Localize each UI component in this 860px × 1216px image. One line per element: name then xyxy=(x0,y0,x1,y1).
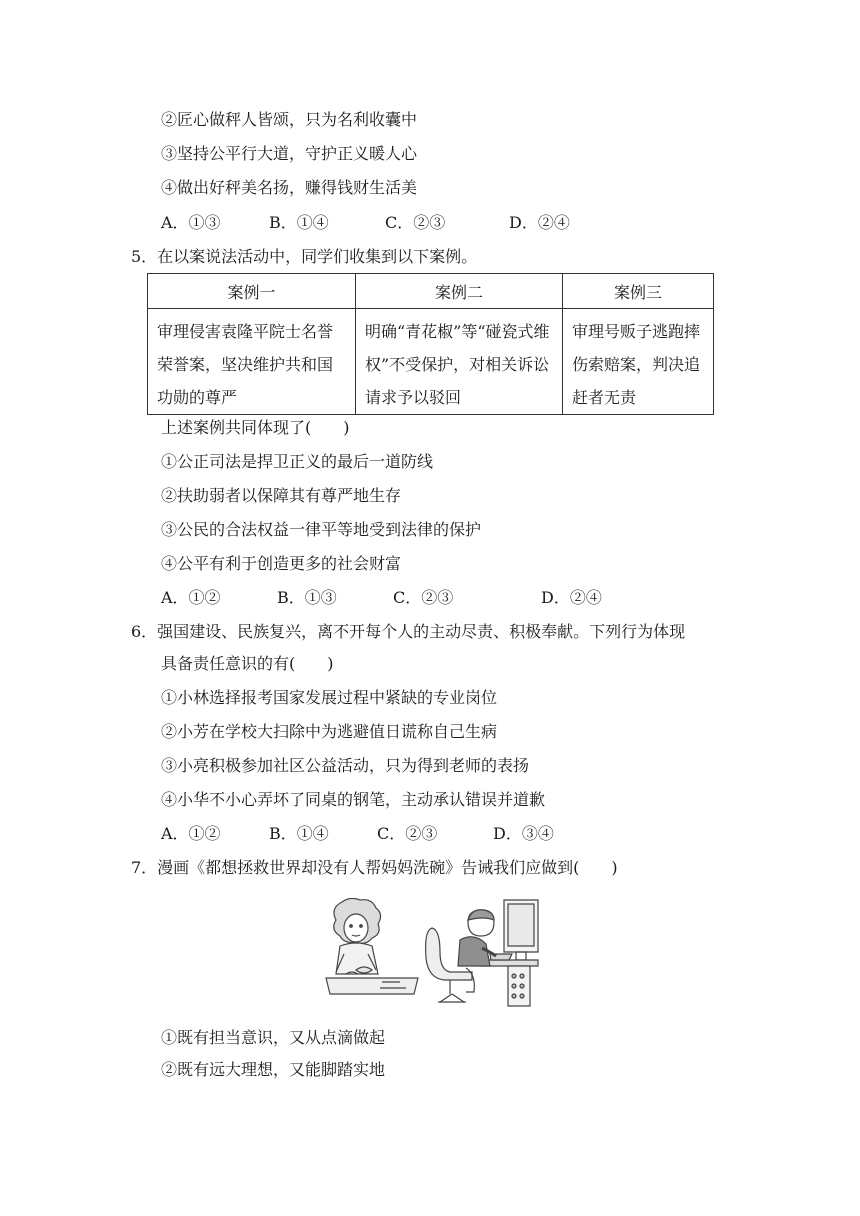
case-cell-3 xyxy=(563,309,714,415)
q4-statement-2: ②匠心做秤人皆颂，只为名利收囊中 xyxy=(161,110,418,129)
q4-statement-3: ③坚持公平行大道，守护正义暖人心 xyxy=(161,144,418,163)
q5-statement-1: ①公正司法是捍卫正义的最后一道防线 xyxy=(161,452,434,471)
q4-option-c[interactable]: C．②③ xyxy=(385,213,446,232)
case-cell-1 xyxy=(148,309,356,415)
case-header-3: 案例三 xyxy=(563,274,714,309)
q6-option-c[interactable]: C．②③ xyxy=(377,824,438,843)
case-header-2: 案例二 xyxy=(356,274,563,309)
q5-statement-3: ③公民的合法权益一律平等地受到法律的保护 xyxy=(161,520,482,539)
case-table xyxy=(147,273,714,415)
q4-option-d[interactable]: D．②④ xyxy=(509,213,570,232)
cartoon-illustration xyxy=(322,898,542,1008)
q7-statement-1: ①既有担当意识，又从点滴做起 xyxy=(161,1028,386,1047)
case-text-3: 审理号贩子逃跑摔伤索赔案，判决追赶者无责 xyxy=(572,322,701,407)
q5-statement-4: ④公平有利于创造更多的社会财富 xyxy=(161,554,402,573)
q6-option-a[interactable]: A．①② xyxy=(161,824,221,843)
q5-statement-2: ②扶助弱者以保障其有尊严地生存 xyxy=(161,486,402,505)
q7-stem: 7．漫画《都想拯救世界却没有人帮妈妈洗碗》告诫我们应做到( ) xyxy=(131,858,618,877)
q4-option-a[interactable]: A．①③ xyxy=(161,213,221,232)
q4-option-b[interactable]: B．①④ xyxy=(269,213,329,232)
q6-statement-4: ④小华不小心弄坏了同桌的钢笔，主动承认错误并道歉 xyxy=(161,790,546,809)
q6-option-b[interactable]: B．①④ xyxy=(269,824,329,843)
case-text-1: 审理侵害袁隆平院士名誉荣誉案，坚决维护共和国功勋的尊严 xyxy=(157,322,334,407)
q5-option-d[interactable]: D．②④ xyxy=(541,588,602,607)
q7-statement-2: ②既有远大理想，又能脚踏实地 xyxy=(161,1060,386,1079)
q5-question: 上述案例共同体现了( ) xyxy=(161,418,350,437)
q6-stem-line2: 具备责任意识的有( ) xyxy=(161,654,334,673)
mother-figure xyxy=(326,898,418,994)
case-text-2: 明确“青花椒”等“碰瓷式维权”不受保护，对相关诉讼请求予以驳回 xyxy=(365,322,550,407)
case-cell-2 xyxy=(356,309,563,415)
q6-statement-2: ②小芳在学校大扫除中为逃避值日谎称自己生病 xyxy=(161,722,498,741)
q5-stem: 5．在以案说法活动中，同学们收集到以下案例。 xyxy=(131,247,478,266)
child-at-computer xyxy=(426,900,538,1006)
q5-option-b[interactable]: B．①③ xyxy=(277,588,337,607)
q6-statement-1: ①小林选择报考国家发展过程中紧缺的专业岗位 xyxy=(161,688,498,707)
q6-option-d[interactable]: D．③④ xyxy=(493,824,554,843)
q6-statement-3: ③小亮积极参加社区公益活动，只为得到老师的表扬 xyxy=(161,756,530,775)
case-header-1: 案例一 xyxy=(148,274,356,309)
q5-option-c[interactable]: C．②③ xyxy=(393,588,454,607)
q5-option-a[interactable]: A．①② xyxy=(161,588,221,607)
q6-stem-line1: 6．强国建设、民族复兴，离不开每个人的主动尽责、积极奉献。下列行为体现 xyxy=(131,622,686,641)
q4-statement-4: ④做出好秤美名扬，赚得钱财生活美 xyxy=(161,178,418,197)
